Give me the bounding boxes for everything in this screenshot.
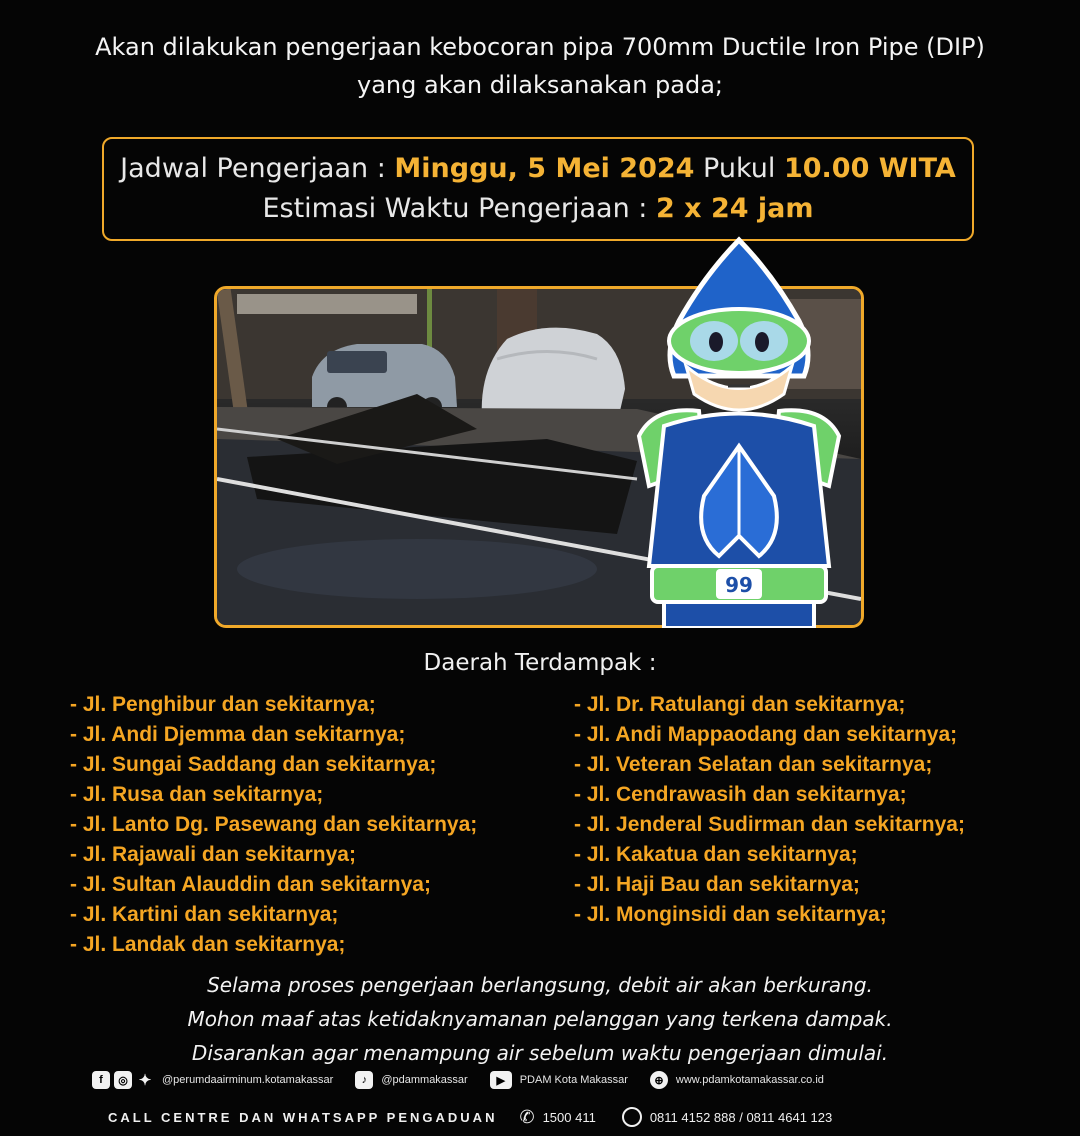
phone-number-group [519, 1107, 595, 1128]
phone-icon[interactable]: ✆ [519, 1106, 535, 1127]
svg-text:99: 99 [725, 573, 753, 597]
water-drop-mascot [624, 236, 854, 628]
area-item: - Jl. Haji Bau dan sekitarnya; [574, 873, 860, 896]
notice-line-1: Selama proses pengerjaan berlangsung, debit air akan berkurang. [207, 973, 873, 997]
intro-line-2: yang akan dilaksanakan pada; [356, 71, 723, 99]
schedule-line [104, 149, 972, 189]
social-handle-group [92, 1071, 333, 1089]
affected-areas-right [574, 690, 965, 930]
estimate-value: 2 x 24 jam [655, 193, 814, 224]
schedule-box [102, 137, 974, 241]
youtube-group [490, 1071, 628, 1089]
area-item: - Jl. Sungai Saddang dan sekitarnya; [70, 753, 437, 776]
tiktok-group [355, 1071, 467, 1089]
call-centre-bar [108, 1104, 1048, 1130]
whatsapp-numbers[interactable]: 0811 4152 888 / 0811 4641 123 [649, 1109, 833, 1125]
phone-number[interactable]: 1500 411 [542, 1109, 596, 1125]
estimate-line [104, 189, 972, 229]
area-item: - Jl. Jenderal Sudirman dan sekitarnya; [574, 813, 965, 836]
estimate-label: Estimasi Waktu Pengerjaan : [262, 193, 656, 224]
area-item: - Jl. Andi Djemma dan sekitarnya; [70, 723, 406, 746]
schedule-pukul: Pukul [694, 153, 784, 184]
call-centre-label: CALL CENTRE DAN WHATSAPP PENGADUAN [108, 1109, 498, 1125]
area-item: - Jl. Sultan Alauddin dan sekitarnya; [70, 873, 431, 896]
whatsapp-group [622, 1107, 832, 1127]
facebook-icon[interactable]: f [92, 1071, 110, 1089]
area-item: - Jl. Kartini dan sekitarnya; [70, 903, 339, 926]
area-item: - Jl. Monginsidi dan sekitarnya; [574, 903, 887, 926]
area-item: - Jl. Rajawali dan sekitarnya; [70, 843, 356, 866]
area-item: - Jl. Lanto Dg. Pasewang dan sekitarnya; [70, 813, 478, 836]
schedule-time: 10.00 WITA [783, 153, 956, 184]
mascot-illustration [624, 236, 854, 628]
youtube-icon[interactable]: ▶ [490, 1071, 512, 1089]
whatsapp-icon[interactable] [622, 1107, 642, 1127]
intro-line-1: Akan dilakukan pengerjaan kebocoran pipa 700mm Ductile Iron Pipe (DIP) [95, 33, 985, 61]
intro-text [0, 28, 1080, 104]
instagram-icon[interactable]: ◎ [114, 1071, 132, 1089]
area-item: - Jl. Penghibur dan sekitarnya; [70, 693, 376, 716]
area-item: - Jl. Landak dan sekitarnya; [70, 933, 346, 956]
notice-line-3: Disarankan agar menampung air sebelum waktu pengerjaan dimulai. [191, 1041, 889, 1065]
social-bar [92, 1068, 1032, 1092]
globe-icon[interactable]: ⊕ [650, 1071, 668, 1089]
social-handle[interactable]: @perumdaairminum.kotamakassar [162, 1074, 334, 1086]
area-item: - Jl. Rusa dan sekitarnya; [70, 783, 324, 806]
affected-areas-title: Daerah Terdampak : [423, 650, 657, 676]
tiktok-icon[interactable]: ♪ [355, 1071, 373, 1089]
notice-line-2: Mohon maaf atas ketidaknyamanan pelanggan yang terkena dampak. [187, 1007, 893, 1031]
area-item: - Jl. Veteran Selatan dan sekitarnya; [574, 753, 933, 776]
schedule-date: Minggu, 5 Mei 2024 [394, 153, 695, 184]
website-group [650, 1071, 824, 1089]
tiktok-handle[interactable]: @pdammakassar [381, 1074, 468, 1086]
youtube-channel[interactable]: PDAM Kota Makassar [519, 1074, 628, 1086]
area-item: - Jl. Dr. Ratulangi dan sekitarnya; [574, 693, 906, 716]
area-item: - Jl. Andi Mappaodang dan sekitarnya; [574, 723, 958, 746]
schedule-label: Jadwal Pengerjaan : [120, 153, 395, 184]
twitter-icon[interactable]: ✦ [138, 1072, 152, 1089]
notice-text [0, 968, 1080, 1070]
affected-areas-left [70, 690, 477, 960]
website-link[interactable]: www.pdamkotamakassar.co.id [675, 1074, 824, 1086]
area-item: - Jl. Cendrawasih dan sekitarnya; [574, 783, 907, 806]
area-item: - Jl. Kakatua dan sekitarnya; [574, 843, 858, 866]
